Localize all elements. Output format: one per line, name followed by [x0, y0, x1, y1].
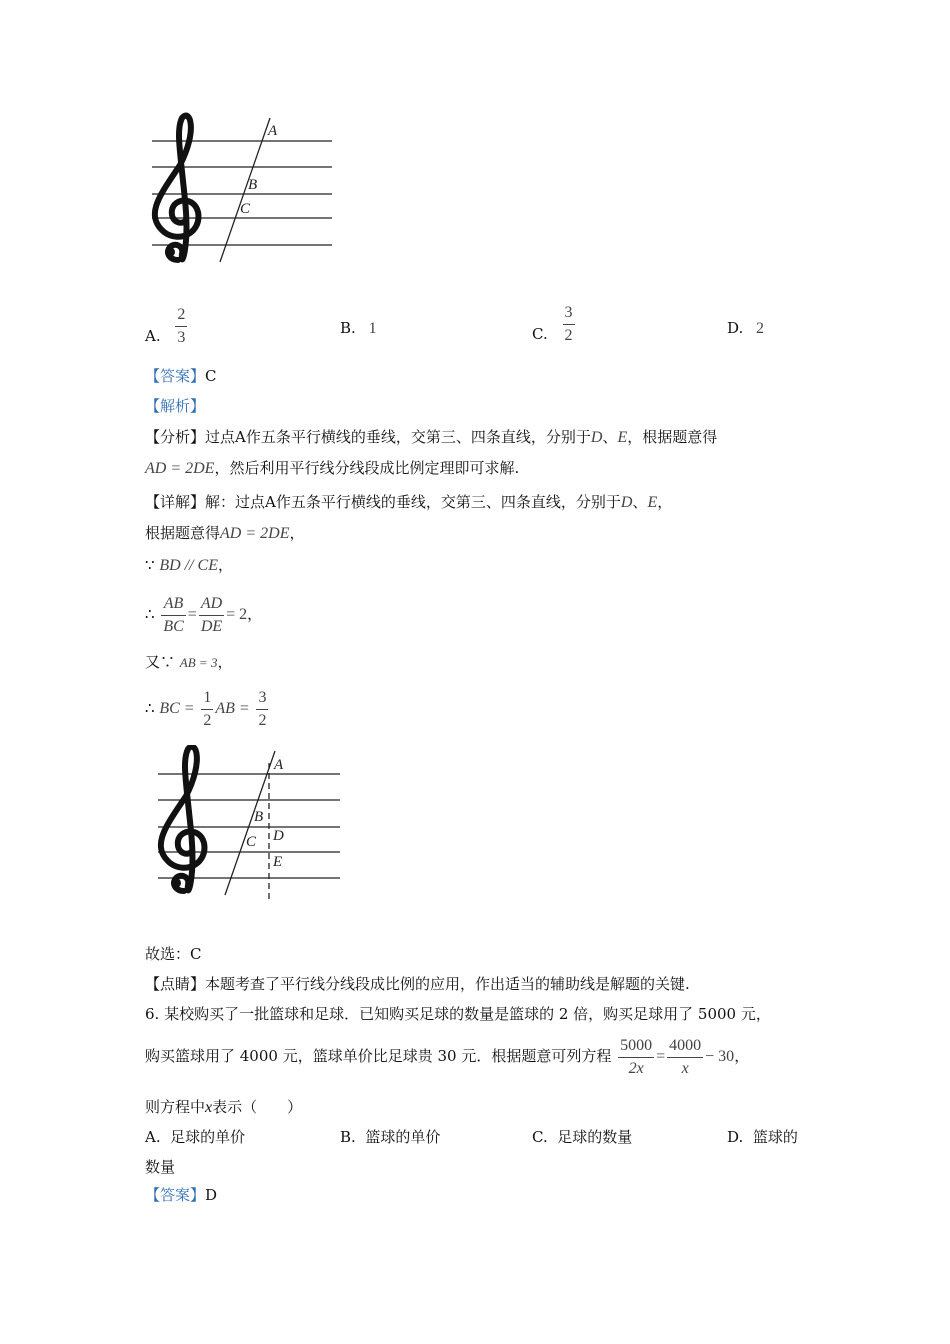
q5-ab-line [145, 652, 232, 673]
comma: ， [218, 556, 234, 574]
xiangjie-tag: 【详解】 [145, 493, 206, 511]
fraction-den: 2 [564, 327, 573, 344]
answer-value: D [205, 1186, 218, 1204]
q5-answer [145, 366, 217, 386]
option-letter: C. [532, 1128, 548, 1146]
q6-line2 [145, 1034, 749, 1079]
q5-analysis-tag: 【解析】 [145, 397, 206, 415]
option-letter: B. [340, 1128, 356, 1146]
comma: ， [734, 1047, 750, 1065]
fraction-den: 2 [258, 711, 267, 729]
fraction-den: DE [200, 617, 223, 635]
comma: ， [217, 653, 233, 671]
q6-option-d [727, 1127, 798, 1147]
figure1-label-a: A [268, 123, 278, 139]
fenxi-text: 过点A作五条平行横线的垂线，交第三、四条直线，分别于 [205, 428, 591, 446]
figure2-label-b: B [254, 809, 264, 825]
fenxi-tag: 【分析】 [145, 428, 206, 446]
q6-option-wrap: 数量 [145, 1158, 176, 1176]
math-parallel: BD // CE [159, 557, 218, 574]
q5-fenxi-line2 [145, 458, 519, 479]
option-letter: B. [340, 319, 356, 337]
figure-staff-1 [140, 110, 340, 270]
fenxi-text2: ，根据题意得 [627, 428, 718, 446]
ratio-fraction-2 [199, 595, 224, 636]
option-value: 2 [756, 320, 765, 337]
q6-fraction-2 [667, 1037, 703, 1078]
separator: 、 [632, 493, 648, 511]
q5-ratio-line [145, 592, 262, 637]
figure2-label-c: C [246, 834, 257, 850]
q6-answer [145, 1185, 217, 1205]
fraction-num: 4000 [667, 1037, 703, 1058]
option-letter: A. [145, 326, 161, 345]
fraction-den: x [681, 1059, 689, 1077]
q6-text: 则方程中 [145, 1098, 206, 1116]
fraction-num: AB [161, 595, 185, 616]
math-x: x [205, 1099, 213, 1116]
treble-clef-icon [155, 116, 199, 260]
q5-choice: 故选：C [145, 945, 202, 963]
figure2-label-e: E [273, 854, 283, 870]
ratio-result: = 2 [226, 606, 248, 623]
option-letter: D. [727, 319, 744, 337]
equals-sign: = [656, 1048, 666, 1065]
fraction-den: BC [163, 617, 184, 635]
q5-xiangjie-line2 [145, 523, 304, 544]
fraction-den: 3 [177, 329, 186, 346]
fraction-num: AD [199, 595, 224, 616]
xiangjie-text: 解：过点A作五条平行横线的垂线，交第三、四条直线，分别于 [205, 493, 621, 511]
therefore-symbol: ∴ [145, 605, 155, 623]
figure1-label-c: C [240, 201, 251, 217]
q6-option-c [532, 1127, 632, 1147]
separator: 、 [602, 428, 618, 446]
treble-clef-icon [161, 747, 205, 891]
math-d: D [590, 429, 603, 446]
answer-value: C [205, 367, 217, 385]
q6-line3 [145, 1097, 302, 1118]
because-symbol: ∵ [145, 556, 155, 574]
q6-line1: 6. 某校购买了一批篮球和足球．已知购买足球的数量是篮球的 2 倍，购买足球用了 5000 元， [145, 1005, 771, 1023]
result-fraction [256, 689, 268, 730]
option-value: 1 [368, 320, 377, 337]
q5-fenxi-line1 [145, 427, 717, 448]
math-d: D [620, 494, 633, 511]
math-equation: AD = 2DE [145, 460, 215, 477]
q6-option-b [340, 1127, 440, 1147]
q6-text: 购买篮球用了 4000 元，篮球单价比足球贵 30 元．根据题意可列方程 [145, 1047, 612, 1065]
math-equation: AD = 2DE [220, 525, 290, 542]
fraction-num: 3 [256, 689, 268, 710]
q5-xiangjie-line1 [145, 492, 672, 513]
fenxi-text3: ，然后利用平行线分线段成比例定理即可求解. [214, 459, 520, 477]
dianjing-text: 本题考查了平行线分线段成比例的应用，作出适当的辅助线是解题的关键. [205, 975, 690, 993]
q5-parallel-line [145, 555, 233, 576]
equals-sign: = [187, 606, 197, 623]
option-letter: C. [532, 324, 548, 343]
q6-option-a [145, 1127, 245, 1147]
option-text: 篮球的单价 [365, 1128, 441, 1146]
fraction-num: 5000 [618, 1037, 654, 1058]
q6-fraction-1 [618, 1037, 654, 1078]
option-text: 足球的单价 [170, 1128, 246, 1146]
q5-bc-line [145, 686, 270, 731]
therefore-symbol: ∴ [145, 699, 155, 717]
fraction-num: 1 [201, 689, 213, 710]
q6-text: 表示（ ） [212, 1098, 303, 1116]
math-bc: BC = [159, 700, 195, 717]
dianjing-tag: 【点睛】 [145, 975, 206, 993]
q5-option-b [340, 318, 377, 339]
fraction-num: 3 [563, 304, 575, 325]
figure-staff-2 [148, 745, 348, 905]
answer-tag: 【答案】 [145, 1186, 206, 1204]
figure2-label-a: A [274, 757, 284, 773]
fraction-den: 2 [203, 711, 212, 729]
minus-thirty: − 30 [705, 1048, 735, 1065]
ratio-fraction-1 [161, 595, 185, 636]
math-e: E [647, 494, 658, 511]
xiangjie-text: 根据题意得 [145, 524, 221, 542]
comma: ， [289, 524, 305, 542]
option-fraction [175, 306, 187, 347]
option-text: 篮球的 [752, 1128, 798, 1146]
q5-option-c [532, 304, 577, 345]
math-ab: AB = [215, 700, 250, 717]
option-letter: A. [145, 1128, 161, 1146]
q5-dianjing [145, 974, 690, 994]
option-letter: D. [727, 1128, 744, 1146]
fraction-num: 2 [175, 306, 187, 327]
fraction-den: 2x [628, 1059, 644, 1077]
figure1-label-b: B [248, 177, 258, 193]
math-e: E [617, 429, 628, 446]
answer-tag: 【答案】 [145, 367, 206, 385]
comma: ， [247, 605, 263, 623]
q5-option-d [727, 318, 764, 339]
option-text: 足球的数量 [557, 1128, 633, 1146]
q5-option-a [145, 306, 189, 347]
math-ab: AB = 3 [179, 655, 218, 670]
half-fraction [201, 689, 213, 730]
option-fraction [563, 304, 575, 345]
again-because: 又∵ [145, 653, 176, 671]
comma: ， [657, 493, 673, 511]
figure2-label-d: D [273, 828, 284, 844]
